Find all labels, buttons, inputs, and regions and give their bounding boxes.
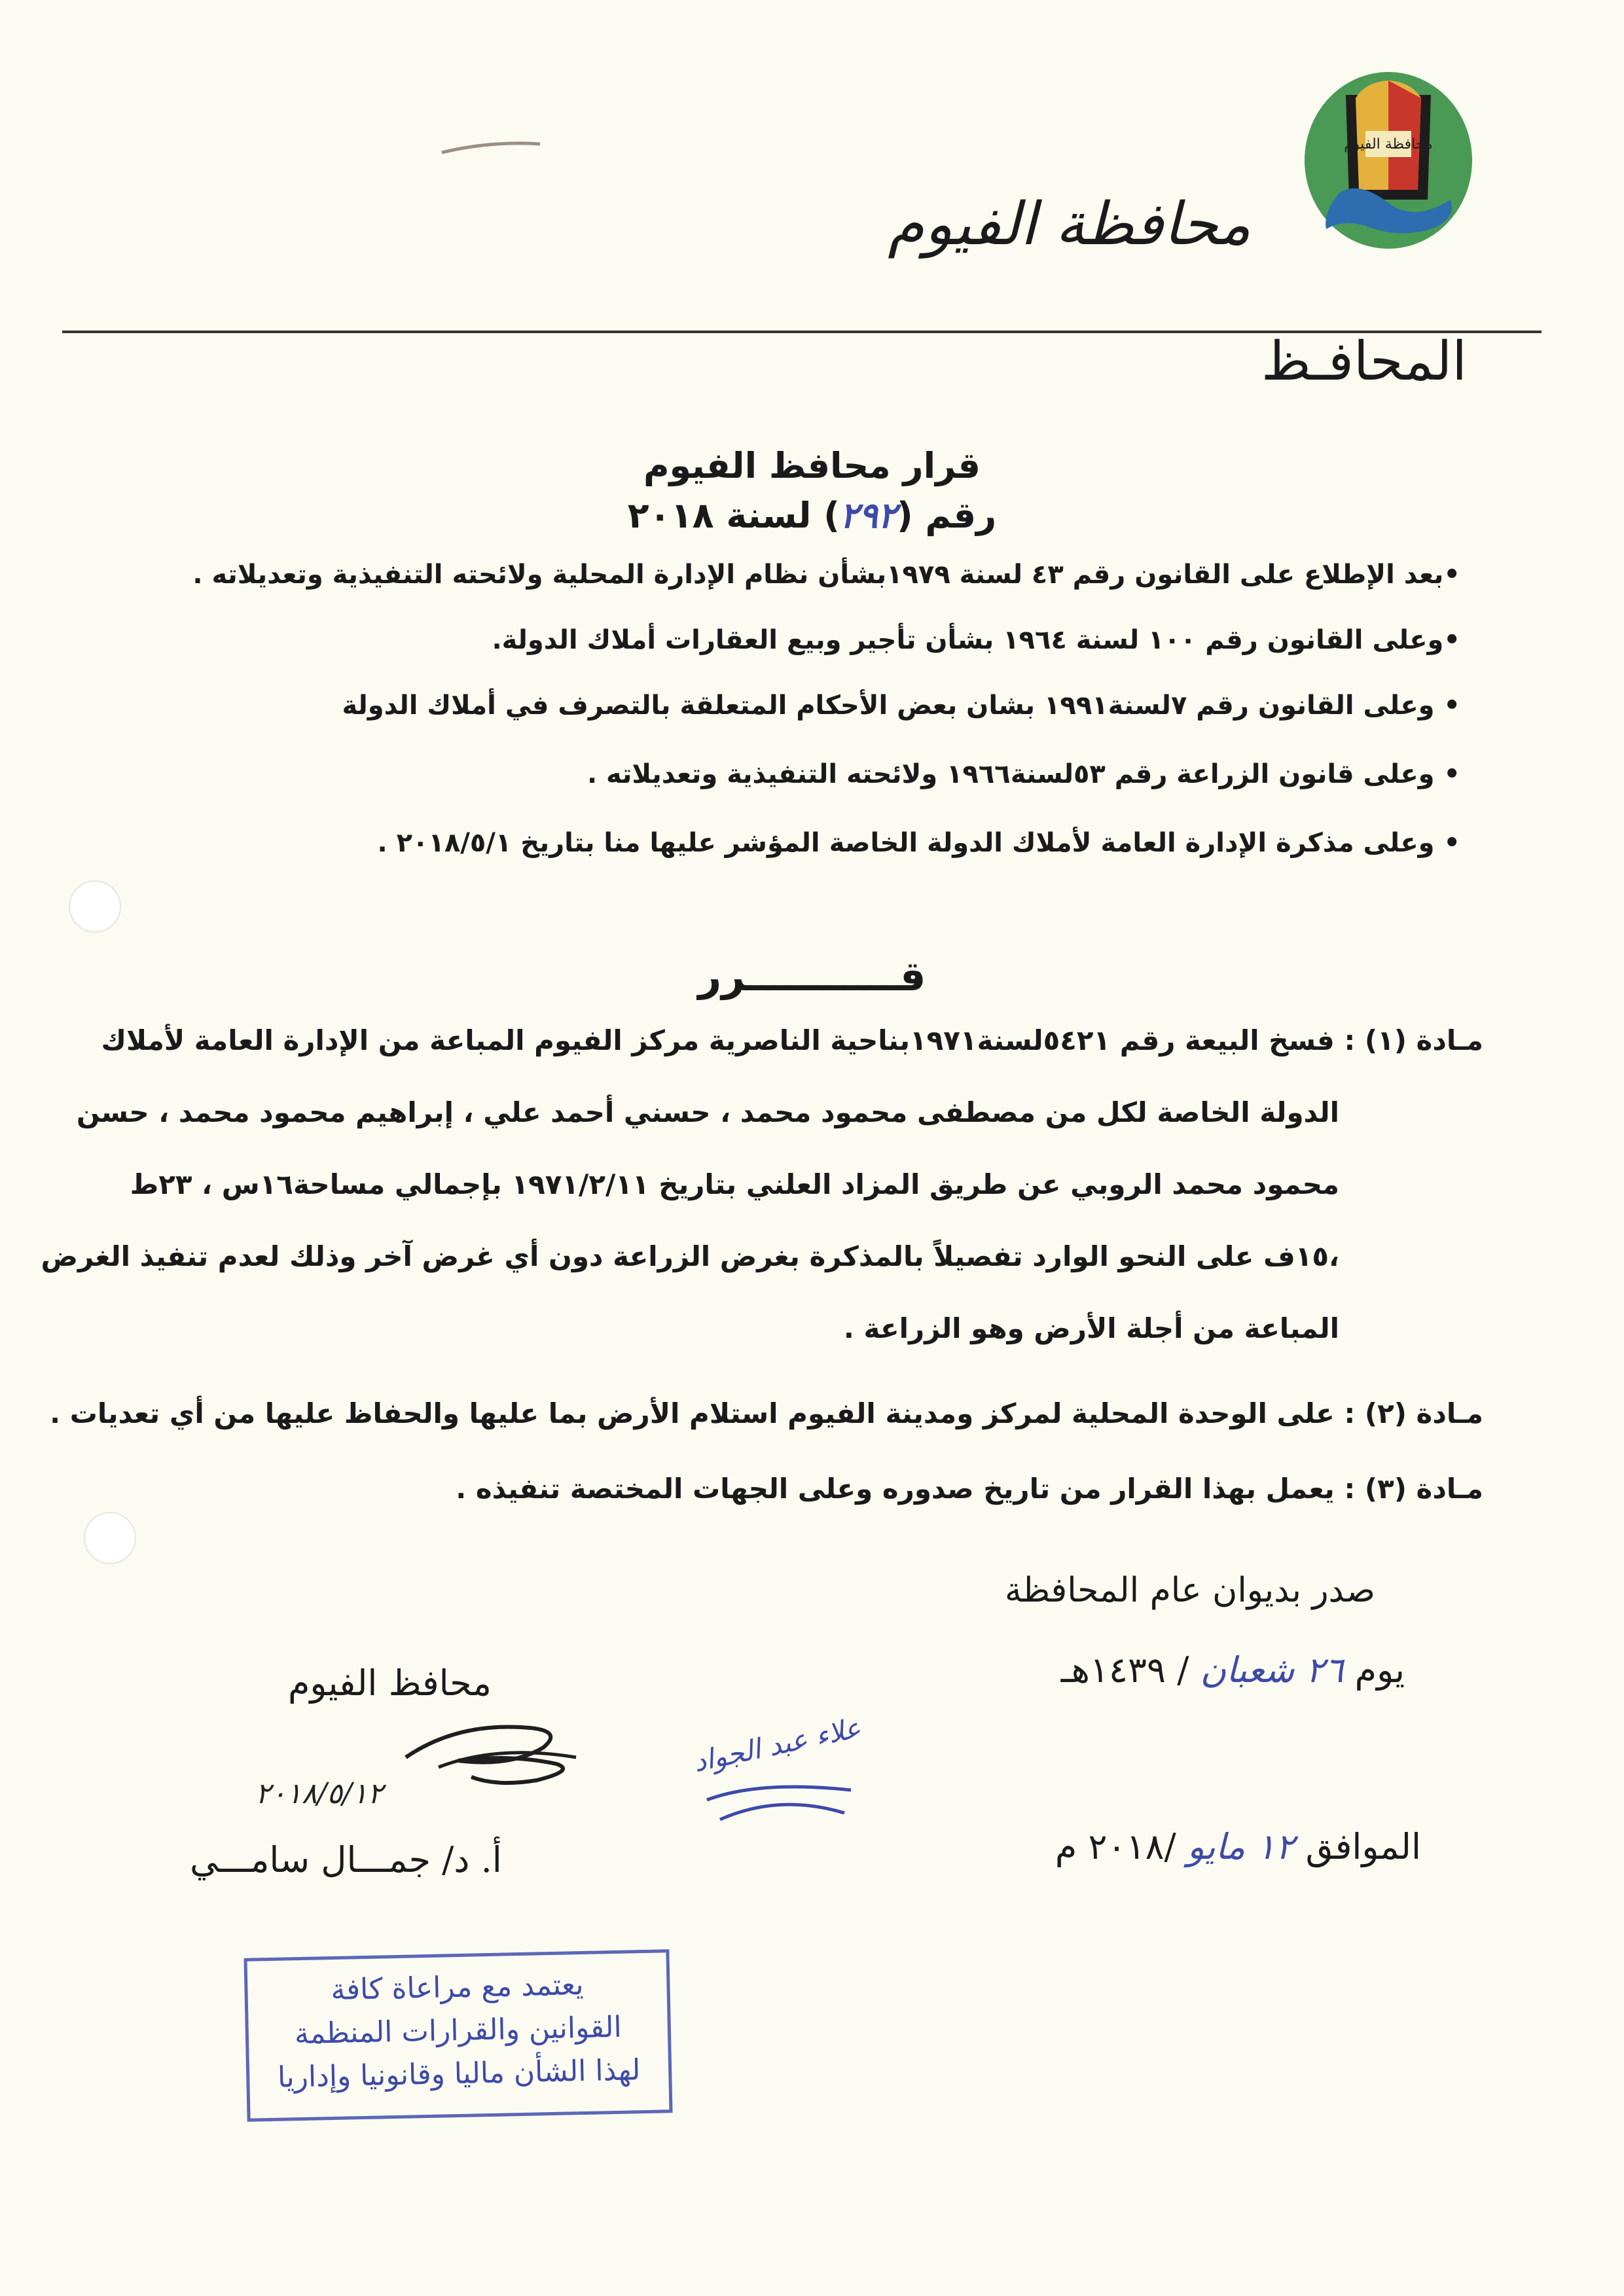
hijri-date xyxy=(1061,1649,1405,1691)
decree-number xyxy=(0,494,1624,536)
signatory-title: محافظ الفيوم xyxy=(288,1662,492,1704)
article-text-line: ،١٥ف على النحو الوارد تفصيلاً بالمذكرة بغرض الزراعة دون أي غرض آخر وذلك لعدم تنفيذ الغرض xyxy=(41,1240,1339,1272)
initials-text: علاء عبد الجواد xyxy=(690,1711,864,1778)
decree-number-suffix: ) لسنة ٢٠١٨ xyxy=(627,495,840,536)
signature xyxy=(380,1695,589,1806)
stamp-line: القوانين والقرارات المنظمة xyxy=(294,2010,623,2051)
article-3 xyxy=(456,1453,1483,1525)
stamp-line: يعتمد مع مراعاة كافة xyxy=(330,1967,584,2007)
decree-number-prefix: رقم ( xyxy=(896,495,997,536)
article-label: مـادة (٣) : xyxy=(1344,1473,1483,1505)
handwritten-initials xyxy=(681,1708,877,1852)
gregorian-handwritten: ١٢ مايو xyxy=(1187,1826,1295,1867)
article-text: على الوحدة المحلية لمركز ومدينة الفيوم استلام الأرض بما عليها والحفاظ عليها من أي تعديات . xyxy=(50,1397,1335,1429)
logo-text: محافظة الفيوم xyxy=(1344,136,1433,152)
hijri-year: / ١٤٣٩هـ xyxy=(1060,1649,1189,1691)
article-text-line: فسخ البيعة رقم ٥٤٢١لسنة١٩٧١بناحية الناصرية مركز الفيوم المباعة من الإدارة العامة لأملاك xyxy=(101,1024,1335,1056)
article-2 xyxy=(50,1378,1483,1450)
article-label: مـادة (٢) : xyxy=(1344,1397,1483,1429)
article-text-line: الدولة الخاصة لكل من مصطفى محمود محمد ، حسني أحمد علي ، إبراهيم محمود محمد ، حسن xyxy=(76,1096,1339,1128)
signature-date: ٢٠١٨/٥/١٢ xyxy=(255,1777,384,1810)
hijri-handwritten: ٢٦ شعبان xyxy=(1200,1649,1344,1691)
gregorian-date xyxy=(1055,1826,1421,1867)
signatory-name: أ. د/ جمـــال سامـــي xyxy=(190,1839,502,1880)
article-text: يعمل بهذا القرار من تاريخ صدوره وعلى الجهات المختصة تنفيذه . xyxy=(456,1473,1335,1505)
office-title: المحافـظ xyxy=(1261,331,1467,393)
decree-title: قرار محافظ الفيوم xyxy=(643,445,981,486)
governorate-emblem-logo xyxy=(1300,69,1477,259)
decided-heading: قـــــــــــرر xyxy=(698,952,926,1000)
governorate-name: محافظة الفيوم xyxy=(888,190,1251,259)
article-1 xyxy=(41,1005,1483,1365)
punch-hole xyxy=(69,880,121,933)
article-text-line: المباعة من أجلة الأرض وهو الزراعة . xyxy=(843,1312,1339,1344)
stamp-line: لهذا الشأن ماليا وقانونيا وإداريا xyxy=(277,2053,641,2094)
punch-hole xyxy=(84,1512,136,1564)
hijri-label: يوم xyxy=(1354,1649,1405,1691)
gregorian-year: /٢٠١٨ م xyxy=(1055,1826,1176,1867)
preamble-item: • وعلى مذكرة الإدارة العامة لأملاك الدولة الخاصة المؤشر عليها منا بتاريخ ٢٠١٨/٥/١ . xyxy=(377,828,1460,858)
article-text-line: محمود محمد الروبي عن طريق المزاد العلني بتاريخ ١٩٧١/٢/١١ بإجمالي مساحة١٦س ، ٢٣ط xyxy=(130,1168,1339,1200)
article-label: مـادة (١) : xyxy=(1344,1024,1483,1056)
approval-stamp xyxy=(244,1949,672,2122)
preamble-item: • وعلى القانون رقم ٧لسنة١٩٩١ بشان بعض الأحكام المتعلقة بالتصرف في أملاك الدولة xyxy=(342,691,1460,721)
preamble-item: •وعلى القانون رقم ١٠٠ لسنة ١٩٦٤ بشأن تأجير وبيع العقارات أملاك الدولة. xyxy=(492,625,1460,655)
gregorian-label: الموافق xyxy=(1305,1826,1421,1867)
preamble-item: • وعلى قانون الزراعة رقم ٥٣لسنة١٩٦٦ ولائحته التنفيذية وتعديلاته . xyxy=(586,759,1460,789)
issued-at: صدر بديوان عام المحافظة xyxy=(1004,1571,1375,1610)
preamble-item: •بعد الإطلاع على القانون رقم ٤٣ لسنة ١٩٧٩بشأن نظام الإدارة المحلية ولائحته التنفيذية وتعديلاته . xyxy=(192,560,1460,590)
pencil-mark xyxy=(439,134,543,160)
decree-number-handwritten: ٢٩٢ xyxy=(839,494,897,536)
